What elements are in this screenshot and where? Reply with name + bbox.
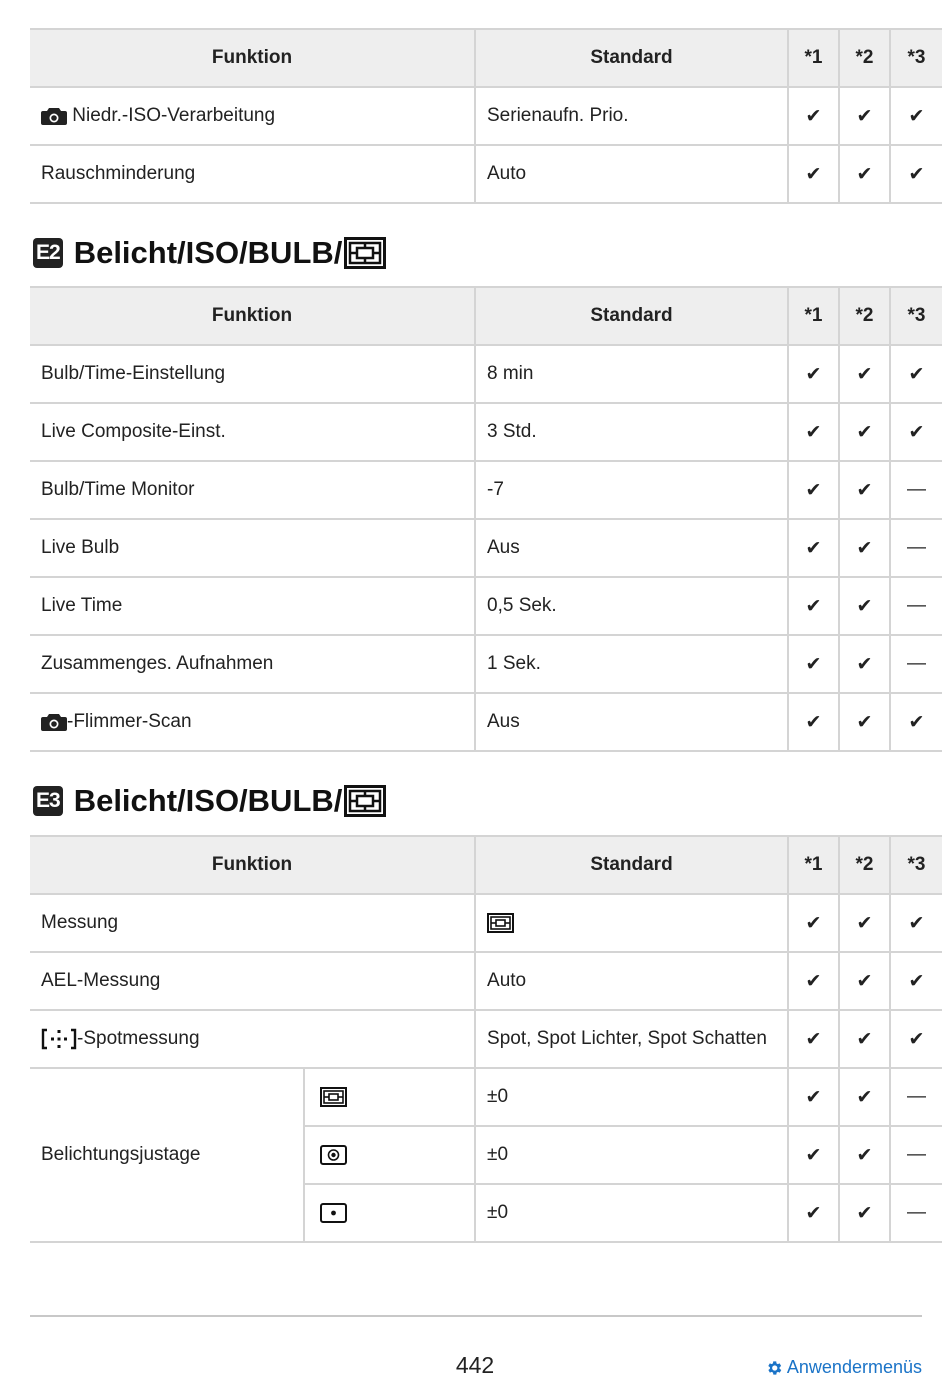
standard-cell: Serienaufn. Prio. xyxy=(475,87,788,145)
table-row xyxy=(30,461,942,519)
mark-2: ✔ xyxy=(839,635,890,693)
mark-3: — xyxy=(890,577,942,635)
table-e3 xyxy=(30,835,942,1243)
mark-1: ✔ xyxy=(788,577,839,635)
table-row xyxy=(30,145,942,203)
spot-frame-icon xyxy=(41,1028,77,1050)
mark-1: ✔ xyxy=(788,894,839,952)
table-continued xyxy=(30,28,942,204)
col-header-3: *3 xyxy=(890,29,942,87)
standard-cell: Auto xyxy=(475,145,788,203)
standard-cell: Aus xyxy=(475,693,788,751)
mark-1: ✔ xyxy=(788,1068,839,1126)
table-e2 xyxy=(30,286,942,752)
page-number: 442 xyxy=(455,1352,495,1378)
funktion-label: -Flimmer-Scan xyxy=(67,711,192,732)
mark-2: ✔ xyxy=(839,1126,890,1184)
table-row xyxy=(30,577,942,635)
table-row xyxy=(30,519,942,577)
funktion-cell: Bulb/Time Monitor xyxy=(30,461,475,519)
col-header-3: *3 xyxy=(890,287,942,345)
standard-cell: Spot, Spot Lichter, Spot Schatten xyxy=(475,1010,788,1068)
standard-cell: 3 Std. xyxy=(475,403,788,461)
mark-3: ✔ xyxy=(890,952,942,1010)
funktion-cell: Live Bulb xyxy=(30,519,475,577)
table-row xyxy=(30,87,942,145)
standard-cell: ±0 xyxy=(475,1184,788,1242)
funktion-cell: Zusammenges. Aufnahmen xyxy=(30,635,475,693)
mark-2: ✔ xyxy=(839,145,890,203)
mark-3: — xyxy=(890,1126,942,1184)
funktion-label: Niedr.-ISO-Verarbeitung xyxy=(72,105,276,126)
mark-3: — xyxy=(890,635,942,693)
standard-cell: 1 Sek. xyxy=(475,635,788,693)
mark-1: ✔ xyxy=(788,145,839,203)
standard-cell xyxy=(475,894,788,952)
standard-cell: -7 xyxy=(475,461,788,519)
mark-1: ✔ xyxy=(788,519,839,577)
funktion-cell: Belichtungsjustage xyxy=(30,1068,304,1242)
mark-2: ✔ xyxy=(839,345,890,403)
table-header-row xyxy=(30,836,942,894)
table-header-row xyxy=(30,29,942,87)
mark-3: ✔ xyxy=(890,145,942,203)
sub-icon-cell xyxy=(304,1126,475,1184)
col-header-2: *2 xyxy=(839,836,890,894)
col-header-funktion: Funktion xyxy=(30,29,475,87)
mark-2: ✔ xyxy=(839,693,890,751)
section-badge: E2 xyxy=(33,238,63,268)
col-header-2: *2 xyxy=(839,29,890,87)
funktion-cell: Bulb/Time-Einstellung xyxy=(30,345,475,403)
table-row xyxy=(30,345,942,403)
footer-divider xyxy=(30,1315,922,1317)
table-row xyxy=(30,952,942,1010)
mark-2: ✔ xyxy=(839,577,890,635)
funktion-cell xyxy=(30,1010,475,1068)
funktion-cell: Live Composite-Einst. xyxy=(30,403,475,461)
mark-3: ✔ xyxy=(890,693,942,751)
col-header-funktion: Funktion xyxy=(30,287,475,345)
metering-icon xyxy=(344,785,386,817)
funktion-cell xyxy=(30,87,475,145)
section-title-text: Belicht/ISO/BULB/ xyxy=(73,783,343,818)
sub-icon-cell xyxy=(304,1184,475,1242)
funktion-cell: Rauschminderung xyxy=(30,145,475,203)
col-header-2: *2 xyxy=(839,287,890,345)
funktion-cell xyxy=(30,693,475,751)
standard-cell: Aus xyxy=(475,519,788,577)
camera-icon xyxy=(41,712,67,732)
metering-icon xyxy=(487,913,514,933)
spot-metering-icon xyxy=(320,1203,347,1223)
section-title-e2 xyxy=(33,233,386,273)
mark-1: ✔ xyxy=(788,87,839,145)
camera-icon xyxy=(41,106,67,126)
funktion-cell: Live Time xyxy=(30,577,475,635)
standard-cell: 8 min xyxy=(475,345,788,403)
mark-1: ✔ xyxy=(788,1184,839,1242)
mark-2: ✔ xyxy=(839,952,890,1010)
gear-icon xyxy=(765,1359,783,1377)
standard-cell: ±0 xyxy=(475,1126,788,1184)
mark-3: ✔ xyxy=(890,345,942,403)
mark-1: ✔ xyxy=(788,345,839,403)
table-row xyxy=(30,693,942,751)
col-header-standard: Standard xyxy=(475,836,788,894)
mark-1: ✔ xyxy=(788,461,839,519)
col-header-standard: Standard xyxy=(475,29,788,87)
col-header-1: *1 xyxy=(788,836,839,894)
table-header-row xyxy=(30,287,942,345)
mark-2: ✔ xyxy=(839,403,890,461)
col-header-standard: Standard xyxy=(475,287,788,345)
mark-2: ✔ xyxy=(839,1010,890,1068)
mark-3: — xyxy=(890,461,942,519)
mark-1: ✔ xyxy=(788,952,839,1010)
mark-3: ✔ xyxy=(890,403,942,461)
mark-1: ✔ xyxy=(788,1126,839,1184)
section-title-e3 xyxy=(33,781,386,821)
mark-3: — xyxy=(890,1184,942,1242)
mark-1: ✔ xyxy=(788,403,839,461)
footer-nav-link[interactable] xyxy=(765,1357,922,1378)
table-row xyxy=(30,635,942,693)
mark-2: ✔ xyxy=(839,519,890,577)
mark-1: ✔ xyxy=(788,693,839,751)
funktion-label: -Spotmessung xyxy=(77,1028,200,1049)
mark-3: — xyxy=(890,519,942,577)
mark-3: ✔ xyxy=(890,894,942,952)
col-header-1: *1 xyxy=(788,287,839,345)
standard-cell: ±0 xyxy=(475,1068,788,1126)
table-row xyxy=(30,403,942,461)
table-row xyxy=(30,1068,942,1126)
standard-cell: Auto xyxy=(475,952,788,1010)
mark-2: ✔ xyxy=(839,894,890,952)
mark-3: ✔ xyxy=(890,87,942,145)
digital-esp-icon xyxy=(320,1087,347,1107)
footer-link-label: Anwendermenüs xyxy=(786,1357,922,1377)
metering-icon xyxy=(344,237,386,269)
standard-cell: 0,5 Sek. xyxy=(475,577,788,635)
mark-2: ✔ xyxy=(839,461,890,519)
mark-2: ✔ xyxy=(839,87,890,145)
center-weighted-icon xyxy=(320,1145,347,1165)
mark-1: ✔ xyxy=(788,1010,839,1068)
mark-3: ✔ xyxy=(890,1010,942,1068)
table-row xyxy=(30,1010,942,1068)
table-row xyxy=(30,894,942,952)
col-header-1: *1 xyxy=(788,29,839,87)
mark-3: — xyxy=(890,1068,942,1126)
col-header-funktion: Funktion xyxy=(30,836,475,894)
sub-icon-cell xyxy=(304,1068,475,1126)
col-header-3: *3 xyxy=(890,836,942,894)
funktion-cell: AEL-Messung xyxy=(30,952,475,1010)
mark-1: ✔ xyxy=(788,635,839,693)
section-badge: E3 xyxy=(33,786,63,816)
mark-2: ✔ xyxy=(839,1068,890,1126)
mark-2: ✔ xyxy=(839,1184,890,1242)
funktion-cell: Messung xyxy=(30,894,475,952)
section-title-text: Belicht/ISO/BULB/ xyxy=(73,235,343,270)
